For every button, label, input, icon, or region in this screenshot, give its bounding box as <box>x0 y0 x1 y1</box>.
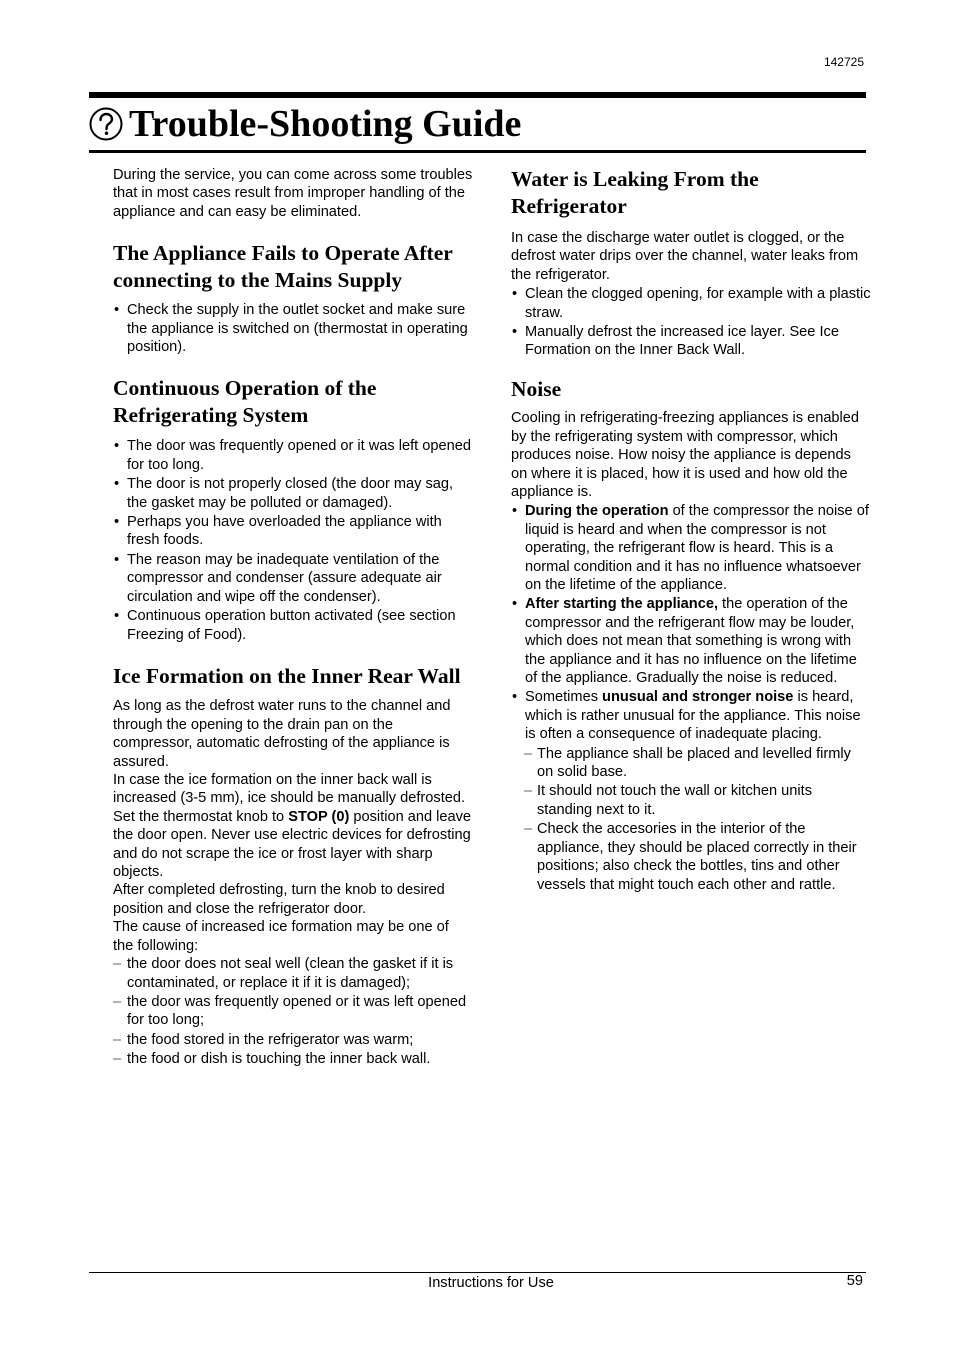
list-item: • Manually defrost the increased ice layer. See Ice Formation on the Inner Back Wall. <box>511 323 871 360</box>
list-item: • Clean the clogged opening, for example with a plastic straw. <box>511 285 871 322</box>
right-column <box>511 166 871 895</box>
list-item: • Check the supply in the outlet socket and make sure the appliance is switched on (thermostat in operating position). <box>113 301 473 356</box>
ice-formation-paragraph-2: In case the ice formation on the inner back wall is increased (3-5 mm), ice should be manually defrosted. <box>113 772 466 807</box>
ice-formation-causes-list <box>113 955 473 1068</box>
section-heading-water-leaking: Water is Leaking From the Refrigerator <box>511 167 759 218</box>
section-heading-ice-formation: Ice Formation on the Inner Rear Wall <box>113 663 461 688</box>
page-title <box>89 102 521 146</box>
footer-title: Instructions for Use <box>428 1275 554 1291</box>
ice-formation-paragraph-4: After completed defrosting, turn the knob to desired position and close the refrigerator door. <box>113 882 445 917</box>
noise-list <box>511 502 871 743</box>
footer-divider <box>89 1272 866 1273</box>
ice-formation-paragraph-1: As long as the defrost water runs to the channel and through the opening to the drain pan on the compressor, automatic defrosting of the appliance is assured. <box>113 698 451 770</box>
list-item: • The door was frequently opened or it was left opened for too long. <box>113 437 473 474</box>
list-item: • The door is not properly closed (the door may sag, the gasket may be polluted or damaged). <box>113 475 473 512</box>
list-item: • Perhaps you have overloaded the appliance with fresh foods. <box>113 513 473 550</box>
list-item: • Sometimes unusual and stronger noise is heard, which is rather unusual for the appliance. This noise is often a consequence of inadequate placing. <box>511 688 871 743</box>
ice-formation-paragraph-3: Set the thermostat knob to STOP (0) position and leave the door open. Never use electric devices for defrosting and do not scrape the ice or frost layer with sharp objects. <box>113 808 472 881</box>
title-text: Trouble-Shooting Guide <box>129 103 522 145</box>
list-item: – the food or dish is touching the inner back wall. <box>113 1050 473 1068</box>
list-item: – the door does not seal well (clean the gasket if it is contaminated, or replace it if it is damaged); <box>113 955 473 992</box>
title-bar <box>89 92 866 153</box>
list-item: – Check the accesories in the interior of the appliance, they should be placed correctly in their positions; also check the bottles, tins and other vessels that might touch each other and rattle. <box>524 820 871 894</box>
water-leaking-list <box>511 285 871 360</box>
question-mark-icon <box>89 107 123 141</box>
list-item: – It should not touch the wall or kitchen units standing next to it. <box>524 782 871 819</box>
page-number: 59 <box>846 1273 863 1289</box>
water-leaking-paragraph: In case the discharge water outlet is clogged, or the defrost water drips over the channel, water leaks from the refrigerator. <box>511 230 859 283</box>
list-item: – the door was frequently opened or it was left opened for too long; <box>113 993 473 1030</box>
list-item: • After starting the appliance, the operation of the compressor and the refrigerant flow may be louder, which does not mean that something is wrong with the appliance and it has no influence on the lifetime of the appliance. Gradually the noise is reduced. <box>511 595 871 687</box>
list-item: • During the operation of the compressor the noise of liquid is heard and when the compressor is not operating, the refrigerant flow is heard. This is a normal condition and it has no influence whatsoever on the lifetime of the appliance. <box>511 502 871 594</box>
intro-paragraph: During the service, you can come across some troubles that in most cases result from improper handling of the appliance and can easy be eliminated. <box>113 167 473 220</box>
list-item: • The reason may be inadequate ventilation of the compressor and condenser (assure adequate air circulation and wipe off the condenser). <box>113 551 473 606</box>
list-item: – the food stored in the refrigerator was warm; <box>113 1031 473 1049</box>
section-heading-continuous-operation: Continuous Operation of the Refrigerating System <box>113 376 377 427</box>
ice-formation-paragraph-5: The cause of increased ice formation may be one of the following: <box>113 919 449 954</box>
list-item: • Continuous operation button activated (see section Freezing of Food). <box>113 607 473 644</box>
document-number: 142725 <box>823 55 864 69</box>
placement-sublist <box>524 745 871 894</box>
fails-to-operate-list <box>113 301 473 356</box>
list-item: – The appliance shall be placed and levelled firmly on solid base. <box>524 745 871 782</box>
continuous-operation-list <box>113 437 473 643</box>
section-heading-fails-to-operate: The Appliance Fails to Operate After connecting to the Mains Supply <box>113 241 453 292</box>
section-heading-noise: Noise <box>511 376 562 401</box>
noise-paragraph: Cooling in refrigerating-freezing appliances is enabled by the refrigerating system with compressor, which produces noise. How noisy the appliance is depends on where it is placed, how it is used and how old the appliance is. <box>511 410 860 500</box>
left-column <box>113 166 473 1070</box>
